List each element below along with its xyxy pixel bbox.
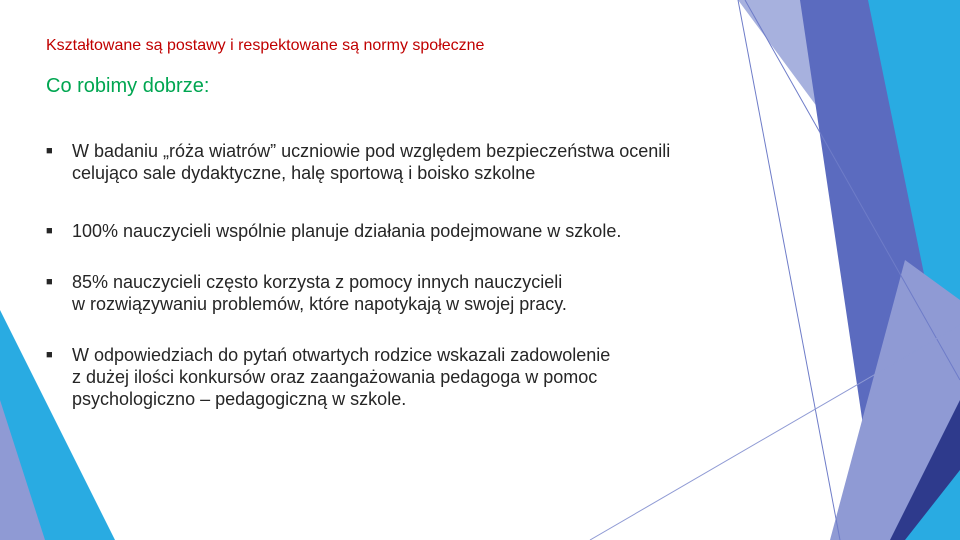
bullet-item xyxy=(46,344,816,410)
bullet-item xyxy=(46,271,816,315)
bullet-list xyxy=(46,140,816,410)
slide-title: Kształtowane są postawy i respektowane są normy społeczne xyxy=(46,37,485,54)
bullet-marker-icon: ■ xyxy=(46,276,53,288)
bullet-text: W badaniu „róża wiatrów” uczniowie pod względem bezpieczeństwa ocenili celująco sale dydaktyczne, halę sportową i boisko szkolne xyxy=(72,141,671,183)
bullet-marker-icon: ■ xyxy=(46,225,53,237)
bullet-marker-icon: ■ xyxy=(46,145,53,157)
bullet-text: 85% nauczycieli często korzysta z pomocy innych nauczycieli w rozwiązywaniu problemów, które napotykają w swojej pracy. xyxy=(72,272,567,314)
bullet-item xyxy=(46,220,816,242)
bullet-item xyxy=(46,140,816,184)
slide-subtitle: Co robimy dobrze: xyxy=(46,75,210,97)
bullet-text: W odpowiedziach do pytań otwartych rodzice wskazali zadowolenie z dużej ilości konkursów oraz zaangażowania pedagoga w pomoc psychologiczno – pedagogiczną w szkole. xyxy=(72,345,611,409)
bullet-marker-icon: ■ xyxy=(46,349,53,361)
bullet-text: 100% nauczycieli wspólnie planuje działania podejmowane w szkole. xyxy=(72,221,622,241)
